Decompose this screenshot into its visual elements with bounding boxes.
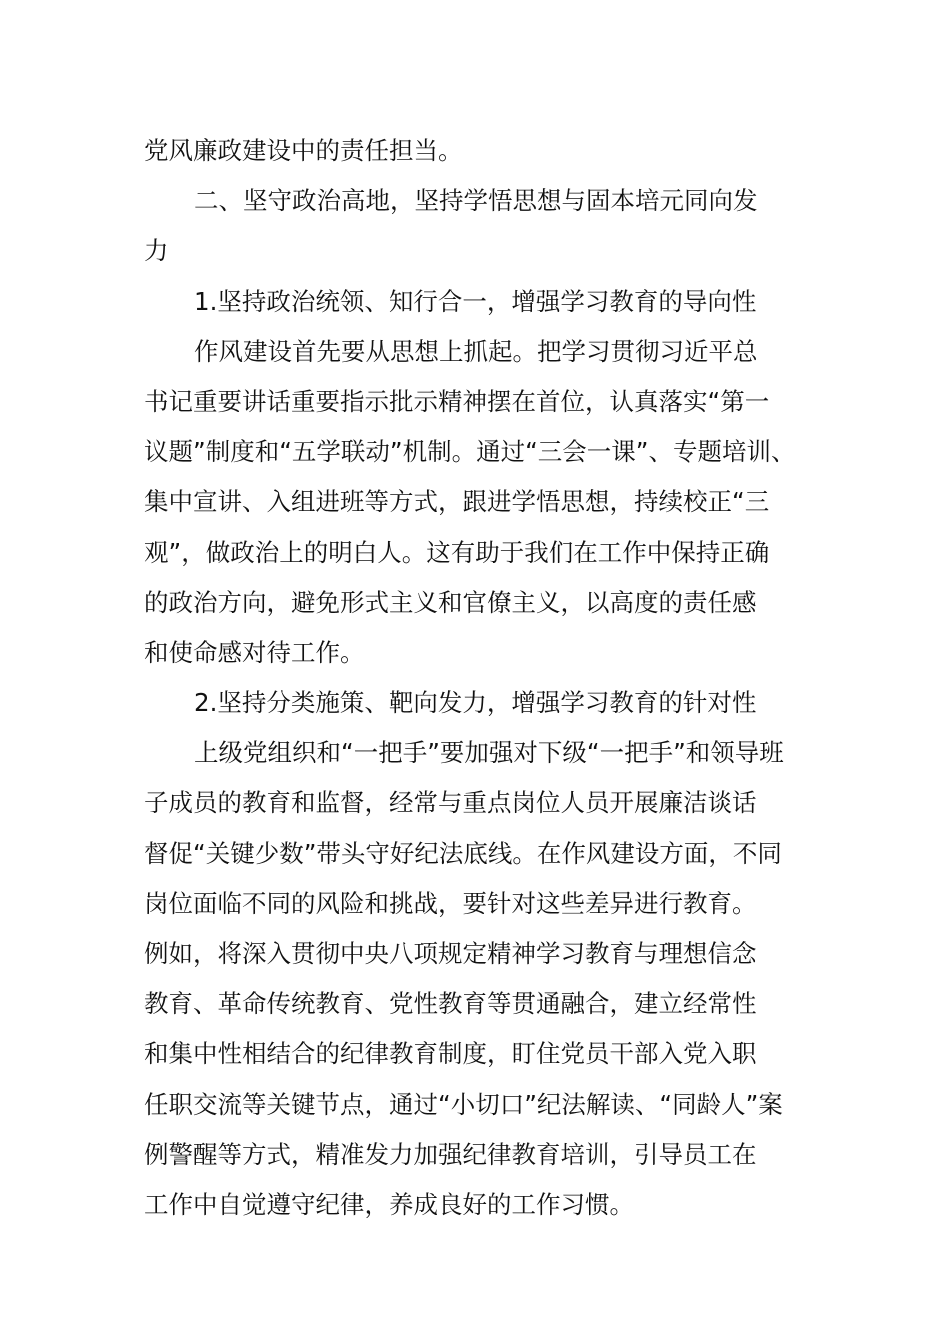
paragraph-line: 党风廉政建设中的责任担当。 bbox=[144, 136, 463, 165]
section-heading-line: 力 bbox=[144, 236, 169, 266]
paragraph-line: 观”，做政治上的明白人。这有助于我们在工作中保持正确 bbox=[144, 537, 770, 567]
paragraph-line: 子成员的教育和监督，经常与重点岗位人员开展廉洁谈话 bbox=[144, 788, 757, 818]
section-heading-line: 二、坚守政治高地，坚持学悟思想与固本培元同向发 bbox=[194, 186, 758, 216]
paragraph-line: 作风建设首先要从思想上抓起。把学习贯彻习近平总 bbox=[194, 336, 758, 366]
document-body bbox=[144, 126, 806, 1230]
paragraph-line: 和集中性相结合的纪律教育制度，盯住党员干部入党入职 bbox=[144, 1039, 757, 1069]
paragraph-line: 上级党组织和“一把手”要加强对下级“一把手”和领导班 bbox=[194, 738, 784, 768]
subheading-line: 1.坚持政治统领、知行合一，增强学习教育的导向性 bbox=[194, 286, 757, 316]
paragraph-line: 和使命感对待工作。 bbox=[144, 637, 365, 667]
paragraph-line: 教育、革命传统教育、党性教育等贯通融合，建立经常性 bbox=[144, 989, 757, 1019]
subheading-line: 2.坚持分类施策、靶向发力，增强学习教育的针对性 bbox=[194, 688, 757, 718]
paragraph-line: 督促“关键少数”带头守好纪法底线。在作风建设方面，不同 bbox=[144, 838, 782, 868]
paragraph-line: 例警醒等方式，精准发力加强纪律教育培训，引导员工在 bbox=[144, 1139, 757, 1169]
paragraph-line: 任职交流等关键节点，通过“小切口”纪法解读、“同龄人”案 bbox=[144, 1089, 783, 1119]
paragraph-line: 工作中自觉遵守纪律，养成良好的工作习惯。 bbox=[144, 1189, 634, 1219]
paragraph-line: 集中宣讲、入组进班等方式，跟进学悟思想，持续校正“三 bbox=[144, 487, 770, 517]
paragraph-line: 书记重要讲话重要指示批示精神摆在首位，认真落实“第一 bbox=[144, 386, 770, 416]
paragraph-line: 例如，将深入贯彻中央八项规定精神学习教育与理想信念 bbox=[144, 939, 757, 968]
paragraph-line: 的政治方向，避免形式主义和官僚主义，以高度的责任感 bbox=[144, 587, 757, 617]
paragraph-line: 议题”制度和“五学联动”机制。通过“三会一课”、专题培训、 bbox=[144, 437, 796, 467]
paragraph-line: 岗位面临不同的风险和挑战，要针对这些差异进行教育。 bbox=[144, 888, 757, 918]
